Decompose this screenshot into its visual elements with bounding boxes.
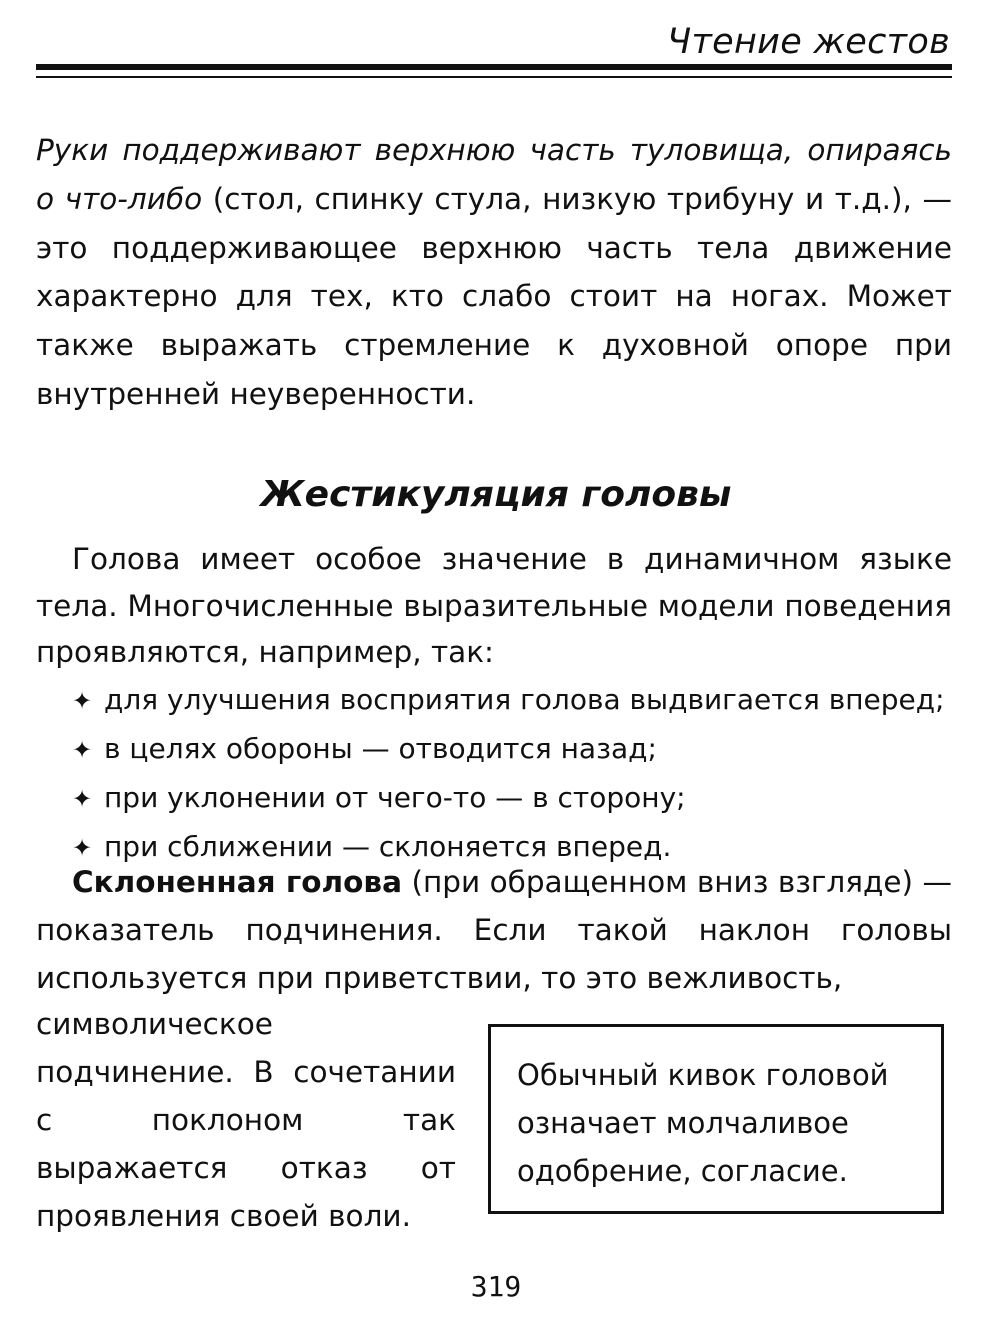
star-bullet-icon: ✦ bbox=[72, 736, 93, 764]
running-header: Чтение жестов bbox=[667, 22, 950, 62]
star-bullet-icon: ✦ bbox=[72, 834, 93, 862]
list-item bbox=[72, 676, 952, 725]
header-rule-thick bbox=[36, 64, 952, 70]
star-bullet-icon: ✦ bbox=[72, 687, 93, 715]
header-rule-thin bbox=[36, 76, 952, 78]
sidebar-note-text: Обычный кивок головой означает молчаливое одобрение, согласие. bbox=[517, 1058, 889, 1188]
list-item-text: для улучшения восприятия голова выдвигается вперед; bbox=[104, 683, 945, 716]
paragraph-bow-continuation: символическое подчинение. В сочетании с поклоном так выражается отказ от проявления своей воли. bbox=[36, 1007, 456, 1233]
paragraph-body: (стол, спинку стула, низкую трибуну и т.д.), — это поддерживающее верхнюю часть тела движение характерно для тех, кто слабо стоит на ногах. Может также выражать стремление к духовной опоре при внутренней неуверенности. bbox=[36, 181, 952, 411]
paragraph-body: (при обращенном вниз взгляде) — показатель подчинения. Если такой наклон головы используется при приветствии, то это вежливость, bbox=[36, 865, 952, 995]
paragraph-italic-lead: Руки поддерживают верхнюю часть туловища, опираясь о что-либо bbox=[36, 133, 952, 216]
paragraph-head-intro: Голова имеет особое значение в динамичном языке тела. Многочисленные выразительные модели поведения проявляются, например, так: bbox=[36, 542, 952, 669]
star-bullet-icon: ✦ bbox=[72, 785, 93, 813]
paragraph-bold-lead: Склоненная голова bbox=[72, 865, 403, 899]
list-item-text: при сближении — склоняется вперед. bbox=[104, 830, 672, 863]
list-item-text: при уклонении от чего-то — в сторону; bbox=[104, 781, 686, 814]
page-number: 319 bbox=[470, 1270, 522, 1303]
list-item bbox=[72, 774, 952, 823]
paragraph-bowed-head bbox=[36, 858, 952, 1002]
list-item bbox=[72, 725, 952, 774]
paragraph-arms-support bbox=[36, 126, 952, 419]
section-heading: Жестикуляция головы bbox=[260, 474, 732, 515]
sidebar-note-box bbox=[488, 1024, 944, 1214]
list-item-text: в целях обороны — отводится назад; bbox=[104, 732, 657, 765]
bullet-list bbox=[72, 676, 952, 872]
